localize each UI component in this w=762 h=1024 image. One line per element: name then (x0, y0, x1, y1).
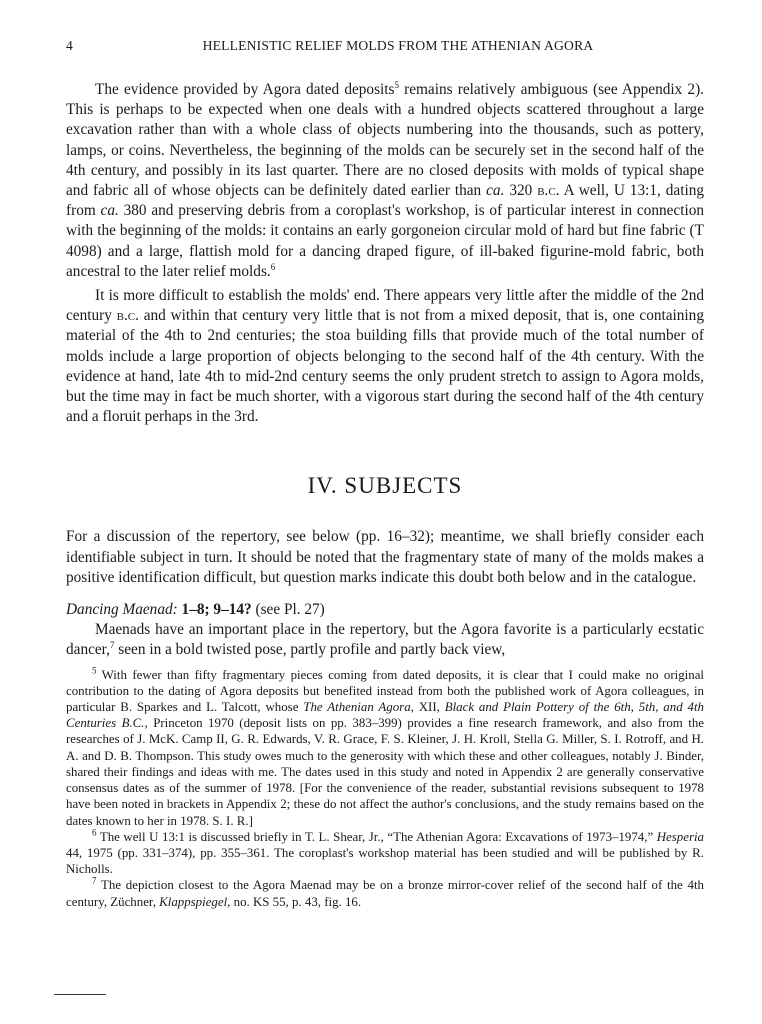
paragraph: For a discussion of the repertory, see below (pp. 16–32); meantime, we shall briefly consider each identifiable subject in turn. It should be noted that the fragmentary state of many of the molds makes a positive identification difficult, but question marks indicate this doubt both below and in the catalogue. (66, 528, 704, 586)
page (66, 38, 704, 910)
footnote: $^7$ The depiction closest to the Agora Maenad may be on a bronze mirror-cover relief of the second half of the 4th century, Züchner, Klappspiegel, no. KS 55, p. 43, fig. 16. (66, 876, 704, 909)
page-number: 4 (66, 38, 73, 53)
running-header (66, 38, 704, 58)
paragraph: Maenads have an important place in the repertory, but the Agora favorite is a particularly ecstatic dancer,$^7$ seen in a bold twisted pose, partly profile and partly back view, (66, 621, 704, 659)
footnote-ref[interactable]: 5 (394, 79, 399, 90)
footnote-separator (54, 994, 106, 995)
paragraph: It is more difficult to establish the molds' end. There appears very little after the middle of the 2nd century b.c. and within that century very little that is not from a mixed deposit, that is, one containing material of the 4th to 2nd centuries; the stoa building fills that provide much of the total number of molds include a large proportion of objects belonging to the second half of the 4th century. With the evidence at hand, late 4th to mid-2nd century seems the only prudent stretch to assign to Agora molds, but the time may in fact be much shorter, with a vigorous start during the second half of the 4th century and a floruit perhaps in the 3rd. (66, 287, 704, 426)
running-title: HELLENISTIC RELIEF MOLDS FROM THE ATHENIAN AGORA (202, 38, 594, 53)
section-heading: IV. SUBJECTS (307, 473, 463, 499)
body-text (66, 80, 704, 661)
footnotes (66, 667, 704, 910)
subject-subheading: Dancing Maenad: 1–8; 9–14? (see Pl. 27) (66, 601, 325, 619)
footnote-ref[interactable]: 6 (270, 261, 276, 272)
footnote-ref[interactable]: 7 (109, 640, 115, 651)
paragraph: The evidence provided by Agora dated deposits$^5$ remains relatively ambiguous (see Appendix 2). This is perhaps to be expected when one deals with a hundred objects scattered throughout a large excavation rather than with a whole class of objects numbering into the thousands, such as pottery, lamps, or coins. Nevertheless, the beginning of the molds can be securely set in the second half of the 4th century, and possibly in its last quarter. There are no closed deposits with molds of typical shape and fabric all of whose objects can be definitely dated earlier than ca. 320 b.c. A well, U 13:1, dating from ca. 380 and preserving debris from a coroplast's workshop, is of particular interest in connection with the beginning of the molds: it contains an early gorgoneion circular mold of hard but fine fabric (T 4098) and a large, flattish mold for a dancing draped figure, of ill-baked figurine-mold fabric, both ancestral to the later relief molds.$^6$ (66, 79, 704, 280)
footnote: $^5$ With fewer than fifty fragmentary pieces coming from dated deposits, it is clear that I could make no original contribution to the dating of Agora deposits but benefited instead from both the published work of Agora colleagues, in particular B. Sparkes and L. Talcott, whose The Athenian Agora, XII, Black and Plain Pottery of the 6th, 5th, and 4th Centuries B.C., Princeton 1970 (deposit lists on pp. 383–399) provides a fine research framework, and also from the researches of J. McK. Camp II, G. R. Edwards, V. R. Grace, F. S. Kleiner, J. H. Kroll, Stella G. Miller, S. I. Rotroff, and H. A. and D. B. Thompson. This study owes much to the generosity with which these and other colleagues, notably J. Binder, shared their findings and ideas with me. The dates used in this study and noted in Appendix 2 are generally conservative consensus dates as of the summer of 1978. [For the convenience of the reader, substantial revisions subsequent to 1978 have been noted in brackets in Appendix 2; these do not affect the author's conclusions, and the study remains based on the dates known to her in 1978. S. I. R.] (66, 665, 704, 828)
footnote: $^6$ The well U 13:1 is discussed briefly in T. L. Shear, Jr., “The Athenian Agora: Excavations of 1973–1974,” Hesperia 44, 1975 (pp. 331–374), pp. 355–361. The coroplast's workshop material has been studied and will be published by R. Nicholls. (66, 827, 704, 877)
